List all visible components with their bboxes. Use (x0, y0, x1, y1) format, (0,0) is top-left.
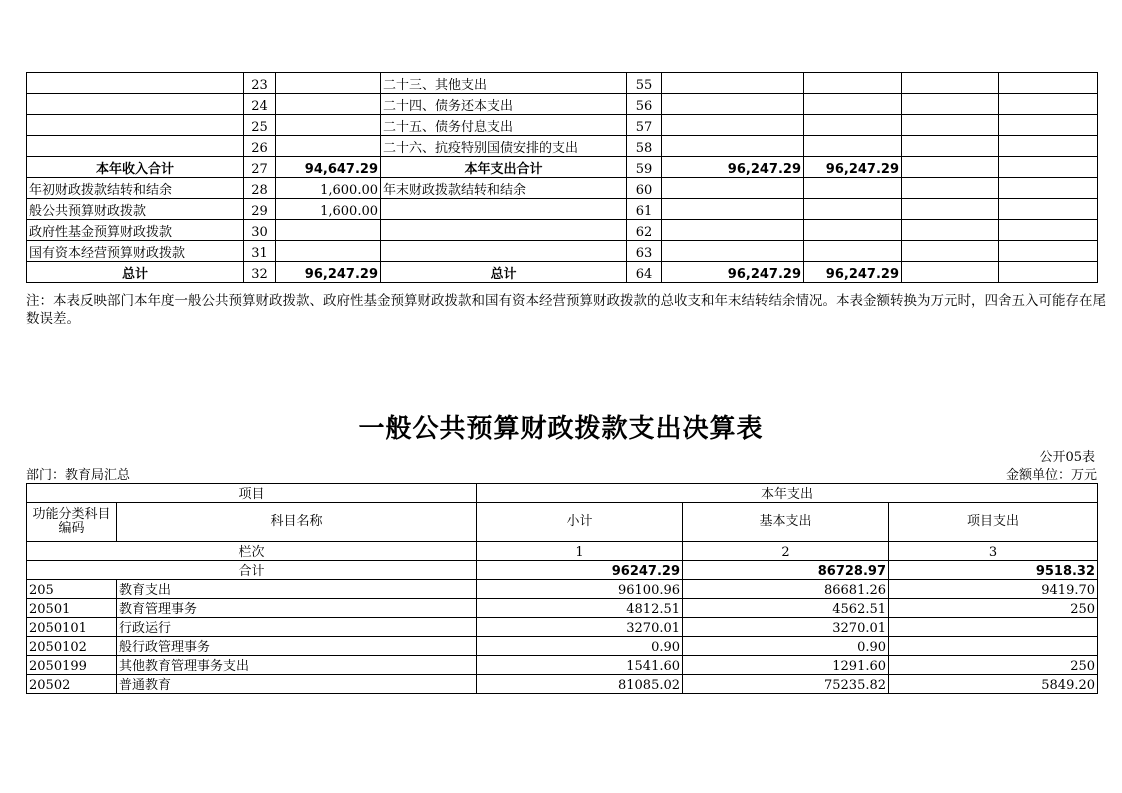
subtotal-value: 4812.51 (477, 599, 683, 618)
function-code: 2050101 (27, 618, 117, 637)
column-index-3: 3 (889, 542, 1098, 561)
expense-line-number: 60 (627, 178, 662, 199)
expense-item: 总计 (381, 262, 627, 283)
header-row-1 (27, 484, 1098, 503)
income-expense-summary-table (26, 72, 1098, 283)
table-row (27, 199, 1098, 220)
expense-general-budget (804, 241, 902, 262)
expense-item (381, 220, 627, 241)
table-row (27, 157, 1098, 178)
expense-state-capital (999, 199, 1098, 220)
table-row (27, 599, 1098, 618)
table-row (27, 675, 1098, 694)
table-row (27, 178, 1098, 199)
expense-general-budget: 96,247.29 (804, 157, 902, 178)
basic-expense-value: 86681.26 (683, 580, 889, 599)
table-row (27, 656, 1098, 675)
income-line-number: 28 (244, 178, 276, 199)
expense-total (662, 241, 804, 262)
header-year-expense: 本年支出 (477, 484, 1098, 503)
expense-fund-budget (902, 73, 999, 94)
expense-total (662, 73, 804, 94)
income-amount: 1,600.00 (276, 178, 381, 199)
expense-item: 二十六、抗疫特别国债安排的支出 (381, 136, 627, 157)
total-label: 合计 (27, 561, 477, 580)
income-amount (276, 115, 381, 136)
expense-total (662, 136, 804, 157)
project-expense-value (889, 618, 1098, 637)
income-amount: 1,600.00 (276, 199, 381, 220)
expense-fund-budget (902, 136, 999, 157)
project-expense-value (889, 637, 1098, 656)
expense-fund-budget (902, 157, 999, 178)
function-code: 20502 (27, 675, 117, 694)
income-item (27, 73, 244, 94)
expense-state-capital (999, 94, 1098, 115)
expense-line-number: 59 (627, 157, 662, 178)
header-project-expense: 项目支出 (889, 503, 1098, 542)
income-item: 年初财政拨款结转和结余 (27, 178, 244, 199)
expense-fund-budget (902, 241, 999, 262)
income-amount (276, 241, 381, 262)
unit-label: 金额单位：万元 (1005, 468, 1097, 483)
column-index-row (27, 542, 1098, 561)
expense-fund-budget (902, 178, 999, 199)
expense-fund-budget (902, 199, 999, 220)
form-code: 公开05表 (1039, 450, 1095, 465)
expense-general-budget (804, 199, 902, 220)
expense-line-number: 57 (627, 115, 662, 136)
table-row (27, 136, 1098, 157)
expense-line-number: 58 (627, 136, 662, 157)
expense-general-budget: 96,247.29 (804, 262, 902, 283)
table-row (27, 637, 1098, 656)
function-code: 2050102 (27, 637, 117, 656)
income-line-number: 24 (244, 94, 276, 115)
basic-expense-value: 75235.82 (683, 675, 889, 694)
expense-general-budget (804, 115, 902, 136)
column-index-label: 栏次 (27, 542, 477, 561)
header-row-2 (27, 503, 1098, 542)
income-line-number: 31 (244, 241, 276, 262)
table-row (27, 73, 1098, 94)
income-line-number: 27 (244, 157, 276, 178)
item-name: 般行政管理事务 (117, 637, 477, 656)
table-row (27, 115, 1098, 136)
income-amount: 96,247.29 (276, 262, 381, 283)
expense-total: 96,247.29 (662, 157, 804, 178)
income-amount: 94,647.29 (276, 157, 381, 178)
expense-fund-budget (902, 262, 999, 283)
table-row (27, 220, 1098, 241)
expense-fund-budget (902, 94, 999, 115)
table-row (27, 580, 1098, 599)
income-item: 政府性基金预算财政拨款 (27, 220, 244, 241)
expense-item (381, 241, 627, 262)
income-line-number: 23 (244, 73, 276, 94)
income-item (27, 115, 244, 136)
header-basic: 基本支出 (683, 503, 889, 542)
income-line-number: 29 (244, 199, 276, 220)
income-line-number: 25 (244, 115, 276, 136)
expense-line-number: 63 (627, 241, 662, 262)
income-item: 般公共预算财政拨款 (27, 199, 244, 220)
header-subtotal: 小计 (477, 503, 683, 542)
expense-state-capital (999, 73, 1098, 94)
table-row (27, 241, 1098, 262)
basic-expense-value: 4562.51 (683, 599, 889, 618)
income-amount (276, 220, 381, 241)
function-code: 2050199 (27, 656, 117, 675)
item-name: 教育管理事务 (117, 599, 477, 618)
expense-item: 年末财政拨款结转和结余 (381, 178, 627, 199)
expense-state-capital (999, 220, 1098, 241)
table-row (27, 618, 1098, 637)
total-row (27, 561, 1098, 580)
income-item (27, 136, 244, 157)
subtotal-value: 0.90 (477, 637, 683, 656)
income-item (27, 94, 244, 115)
expense-total (662, 178, 804, 199)
expense-general-budget (804, 94, 902, 115)
column-index-2: 2 (683, 542, 889, 561)
expense-item (381, 199, 627, 220)
expense-state-capital (999, 241, 1098, 262)
function-code: 20501 (27, 599, 117, 618)
expense-item: 二十四、债务还本支出 (381, 94, 627, 115)
expense-state-capital (999, 178, 1098, 199)
expense-total (662, 199, 804, 220)
expense-state-capital (999, 115, 1098, 136)
expense-item: 二十五、债务付息支出 (381, 115, 627, 136)
subtotal-value: 1541.60 (477, 656, 683, 675)
expense-general-budget (804, 136, 902, 157)
item-name: 其他教育管理事务支出 (117, 656, 477, 675)
header-name: 科目名称 (117, 503, 477, 542)
expense-line-number: 61 (627, 199, 662, 220)
expense-fund-budget (902, 115, 999, 136)
expense-state-capital (999, 262, 1098, 283)
total-subtotal: 96247.29 (477, 561, 683, 580)
item-name: 行政运行 (117, 618, 477, 637)
expense-line-number: 55 (627, 73, 662, 94)
income-line-number: 32 (244, 262, 276, 283)
subtotal-value: 3270.01 (477, 618, 683, 637)
department-label: 部门：教育局汇总 (26, 468, 131, 483)
project-expense-value: 5849.20 (889, 675, 1098, 694)
income-line-number: 30 (244, 220, 276, 241)
expense-fund-budget (902, 220, 999, 241)
expense-total (662, 220, 804, 241)
project-expense-value: 250 (889, 656, 1098, 675)
general-budget-expense-table (26, 483, 1098, 694)
table-note: 注：本表反映部门本年度一般公共预算财政拨款、政府性基金预算财政拨款和国有资本经营预算财政拨款的总收支和年末结转结余情况。本表金额转换为万元时，四舍五入可能存在尾数误差。 (26, 293, 1106, 327)
column-index-1: 1 (477, 542, 683, 561)
expense-total: 96,247.29 (662, 262, 804, 283)
expense-item: 二十三、其他支出 (381, 73, 627, 94)
total-basic: 86728.97 (683, 561, 889, 580)
item-name: 教育支出 (117, 580, 477, 599)
income-amount (276, 136, 381, 157)
table-row (27, 94, 1098, 115)
income-item: 国有资本经营预算财政拨款 (27, 241, 244, 262)
expense-state-capital (999, 157, 1098, 178)
header-project: 项目 (27, 484, 477, 503)
project-expense-value: 9419.70 (889, 580, 1098, 599)
income-line-number: 26 (244, 136, 276, 157)
table-row (27, 262, 1098, 283)
expense-line-number: 56 (627, 94, 662, 115)
income-amount (276, 73, 381, 94)
expense-state-capital (999, 136, 1098, 157)
function-code: 205 (27, 580, 117, 599)
income-item: 总计 (27, 262, 244, 283)
total-project: 9518.32 (889, 561, 1098, 580)
subtotal-value: 81085.02 (477, 675, 683, 694)
expense-item: 本年支出合计 (381, 157, 627, 178)
page-title: 一般公共预算财政拨款支出决算表 (358, 414, 764, 444)
subtotal-value: 96100.96 (477, 580, 683, 599)
item-name: 普通教育 (117, 675, 477, 694)
expense-line-number: 64 (627, 262, 662, 283)
expense-line-number: 62 (627, 220, 662, 241)
expense-total (662, 94, 804, 115)
expense-total (662, 115, 804, 136)
income-item: 本年收入合计 (27, 157, 244, 178)
expense-general-budget (804, 73, 902, 94)
header-code: 功能分类科目编码 (27, 503, 117, 542)
basic-expense-value: 0.90 (683, 637, 889, 656)
basic-expense-value: 3270.01 (683, 618, 889, 637)
project-expense-value: 250 (889, 599, 1098, 618)
income-amount (276, 94, 381, 115)
basic-expense-value: 1291.60 (683, 656, 889, 675)
expense-general-budget (804, 178, 902, 199)
expense-general-budget (804, 220, 902, 241)
